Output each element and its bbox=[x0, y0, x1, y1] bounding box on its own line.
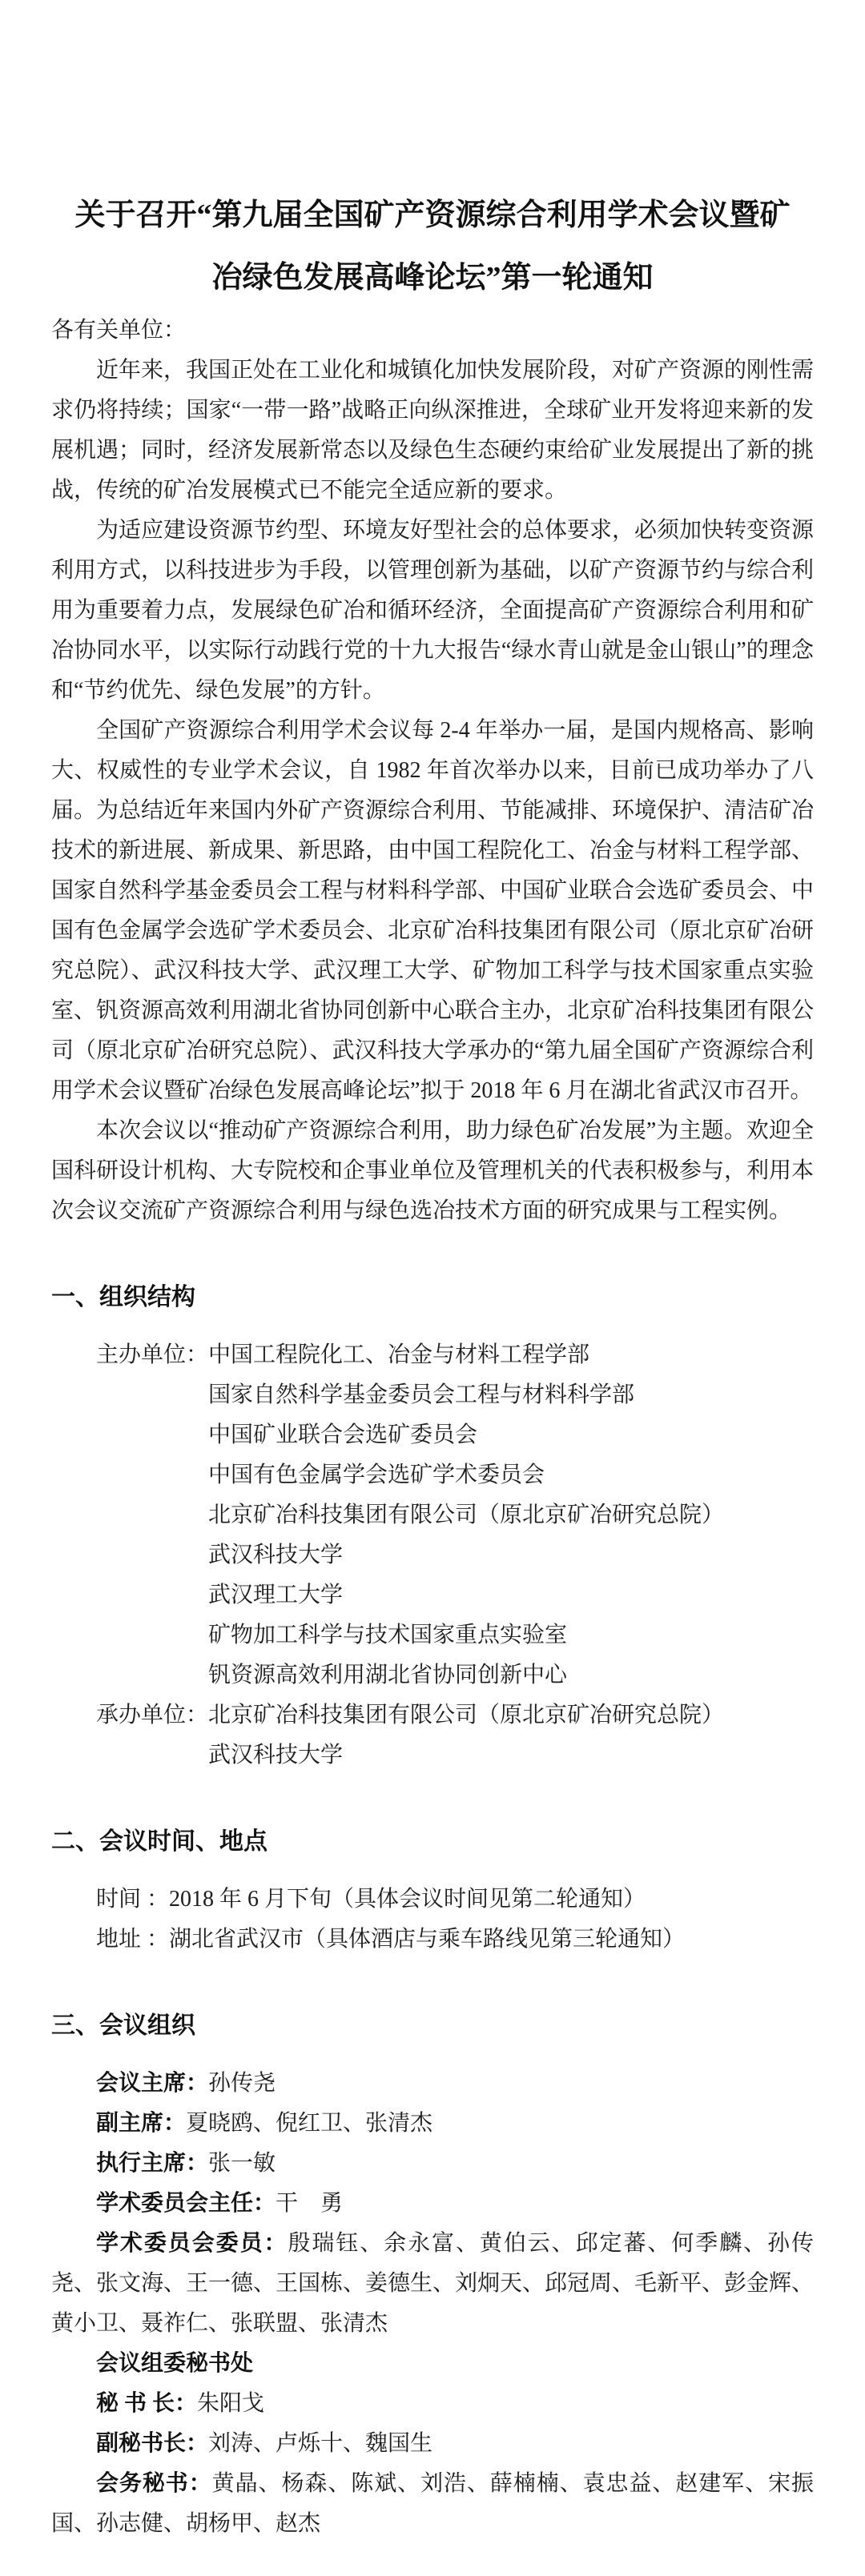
role-value: 刘涛、卢烁十、魏国生 bbox=[208, 2431, 433, 2456]
host-units-row bbox=[51, 1335, 814, 1695]
role-line-deputy-secretary-general bbox=[51, 2424, 814, 2464]
host-unit: 钒资源高效利用湖北省协同创新中心 bbox=[208, 1663, 568, 1687]
undertaker-unit: 北京矿冶科技集团有限公司（原北京矿冶研究总院） bbox=[208, 1703, 725, 1727]
host-units-list bbox=[208, 1335, 814, 1695]
host-unit: 中国工程院化工、冶金与材料工程学部 bbox=[208, 1342, 590, 1367]
role-line-chairman bbox=[51, 2064, 814, 2104]
time-place-block bbox=[51, 1880, 814, 1960]
intro-paragraph-2: 为适应建设资源节约型、环境友好型社会的总体要求，必须加快转变资源利用方式，以科技进步为手段，以管理创新为基础，以矿产资源节约与综合利用为重要着力点，发展绿色矿冶和循环经济，全面提高矿产资源综合利用和矿冶协同水平，以实际行动践行党的十九大报告“绿水青山就是金山银山”的理念和“节约优先、绿色发展”的方针。 bbox=[51, 518, 815, 703]
undertaker-units-row bbox=[51, 1695, 814, 1776]
section-heading-meeting-org: 三、会议组织 bbox=[51, 2012, 195, 2039]
role-value: 黄晶、杨森、陈斌、刘浩、薛楠楠、袁忠益、赵建军、宋振国、孙志健、胡杨甲、赵杰 bbox=[51, 2471, 814, 2536]
document-title-line-2: 冶绿色发展高峰论坛”第一轮通知 bbox=[211, 261, 654, 295]
role-label: 学术委员会委员： bbox=[96, 2231, 288, 2256]
role-line-academic-committee-members bbox=[51, 2224, 814, 2344]
document-title bbox=[51, 184, 814, 309]
role-line-secretary-general bbox=[51, 2384, 814, 2424]
role-value: 干 勇 bbox=[276, 2191, 344, 2216]
role-label: 学术委员会主任： bbox=[96, 2191, 276, 2216]
section-heading-time-place: 二、会议时间、地点 bbox=[51, 1828, 268, 1855]
role-label: 副秘书长： bbox=[96, 2431, 209, 2456]
undertaker-units-label: 承办单位： bbox=[96, 1703, 209, 1727]
host-unit: 矿物加工科学与技术国家重点实验室 bbox=[208, 1623, 568, 1647]
meeting-time-line: 时间 ：2018 年 6 月下旬（具体会议时间见第二轮通知） bbox=[96, 1887, 646, 1912]
host-unit: 国家自然科学基金委员会工程与材料科学部 bbox=[208, 1382, 635, 1407]
role-label: 会务秘书： bbox=[96, 2471, 212, 2496]
host-unit: 武汉理工大学 bbox=[208, 1583, 344, 1607]
meeting-address-line: 地址 ：湖北省武汉市（具体酒店与乘车路线见第三轮通知） bbox=[96, 1927, 686, 1952]
host-unit: 中国矿业联合会选矿委员会 bbox=[208, 1422, 478, 1447]
host-unit: 北京矿冶科技集团有限公司（原北京矿冶研究总院） bbox=[208, 1503, 725, 1527]
role-value: 孙传尧 bbox=[208, 2071, 276, 2096]
role-line-academic-committee-director bbox=[51, 2184, 814, 2224]
intro-paragraph-1: 近年来，我国正处在工业化和城镇化加快发展阶段，对矿产资源的刚性需求仍将持续；国家“一带一路”战略正向纵深推进，全球矿业开发将迎来新的发展机遇；同时，经济发展新常态以及绿色生态硬约束给矿业发展提出了新的挑战，传统的矿冶发展模式已不能完全适应新的要求。 bbox=[51, 358, 815, 503]
document-title-line-1: 关于召开“第九届全国矿产资源综合利用学术会议暨矿 bbox=[74, 199, 791, 232]
role-line-vice-chairman bbox=[51, 2104, 814, 2144]
undertaker-units-list bbox=[208, 1695, 814, 1776]
role-value: 夏晓鸥、倪红卫、张清杰 bbox=[186, 2111, 433, 2136]
role-line-conference-secretaries bbox=[51, 2464, 814, 2544]
intro-paragraph-3: 全国矿产资源综合利用学术会议每 2-4 年举办一届，是国内规格高、影响大、权威性的专业学术会议，自 1982 年首次举办以来，目前已成功举办了八届。为总结近年来国内外矿产资源综合利用、节能减排、环境保护、清洁矿冶技术的新进展、新成果、新思路，由中国工程院化工、冶金与材料工程学部、国家自然科学基金委员会工程与材料科学部、中国矿业联合会选矿委员会、中国有色金属学会选矿学术委员会、北京矿冶科技集团有限公司（原北京矿冶研究总院）、武汉科技大学、武汉理工大学、矿物加工科学与技术国家重点实验室、钒资源高效利用湖北省协同创新中心联合主办，北京矿冶科技集团有限公司（原北京矿冶研究总院）、武汉科技大学承办的“第九届全国矿产资源综合利用学术会议暨矿冶绿色发展高峰论坛”拟于 2018 年 6 月在湖北省武汉市召开。 bbox=[51, 718, 815, 1103]
role-value: 朱阳戈 bbox=[197, 2391, 265, 2416]
host-unit: 武汉科技大学 bbox=[208, 1543, 344, 1567]
role-value: 张一敏 bbox=[208, 2151, 276, 2176]
intro-paragraph-4: 本次会议以“推动矿产资源综合利用，助力绿色矿冶发展”为主题。欢迎全国科研设计机构、大专院校和企事业单位及管理机关的代表积极参与，利用本次会议交流矿产资源综合利用与绿色选冶技术方面的研究成果与工程实例。 bbox=[51, 1118, 815, 1223]
role-label: 副主席： bbox=[96, 2111, 187, 2136]
role-label: 会议主席： bbox=[96, 2071, 209, 2096]
role-value: 殷瑞钰、余永富、黄伯云、邱定蕃、何季麟、孙传尧、张文海、王一德、王国栋、姜德生、刘炯天、邱冠周、毛新平、彭金辉、黄小卫、聂祚仁、张联盟、张清杰 bbox=[51, 2231, 815, 2336]
undertaker-unit: 武汉科技大学 bbox=[208, 1743, 344, 1767]
role-label: 秘 书 长： bbox=[96, 2391, 198, 2416]
host-unit: 中国有色金属学会选矿学术委员会 bbox=[208, 1463, 545, 1487]
meeting-org-roles bbox=[51, 2064, 814, 2544]
role-label: 执行主席： bbox=[96, 2151, 209, 2176]
section-heading-organization: 一、组织结构 bbox=[51, 1284, 195, 1310]
role-label: 会议组委秘书处 bbox=[96, 2351, 254, 2376]
role-line-executive-chairman bbox=[51, 2144, 814, 2184]
role-line-secretariat-heading bbox=[51, 2344, 814, 2384]
salutation: 各有关单位： bbox=[51, 318, 187, 343]
host-units-label: 主办单位： bbox=[96, 1342, 209, 1367]
